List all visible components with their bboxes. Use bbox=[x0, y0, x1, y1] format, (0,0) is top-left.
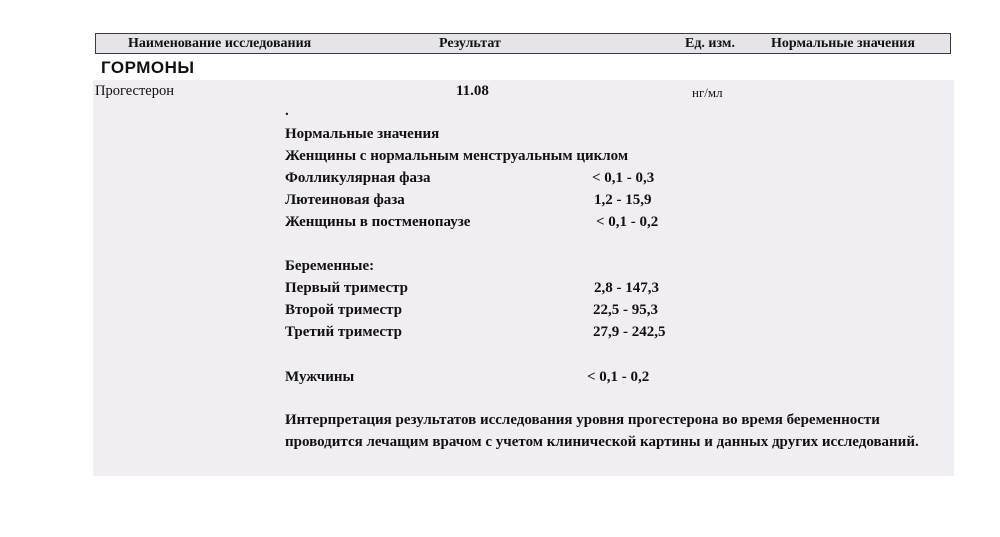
column-header-unit: Ед. изм. bbox=[685, 36, 735, 51]
table-header bbox=[95, 33, 951, 54]
trimester2-value: 22,5 - 95,3 bbox=[593, 302, 658, 318]
men-label: Мужчины bbox=[285, 369, 355, 385]
trimester1-label: Первый триместр bbox=[285, 280, 409, 296]
test-unit: нг/мл bbox=[692, 85, 723, 100]
trimester1-value: 2,8 - 147,3 bbox=[594, 280, 659, 296]
column-header-name: Наименование исследования bbox=[128, 36, 312, 51]
follicular-value: < 0,1 - 0,3 bbox=[592, 170, 655, 186]
postmenopause-value: < 0,1 - 0,2 bbox=[596, 214, 659, 230]
postmenopause-label: Женщины в постменопаузе bbox=[285, 214, 471, 230]
pregnant-heading: Беременные: bbox=[285, 258, 375, 274]
reference-title: Нормальные значения bbox=[285, 126, 440, 142]
trimester2-label: Второй триместр bbox=[285, 302, 403, 318]
test-name: Прогестерон bbox=[95, 83, 174, 99]
men-value: < 0,1 - 0,2 bbox=[587, 369, 650, 385]
test-value: 11.08 bbox=[456, 83, 489, 99]
luteal-label: Лютеиновая фаза bbox=[285, 192, 405, 208]
follicular-label: Фолликулярная фаза bbox=[285, 170, 431, 186]
luteal-value: 1,2 - 15,9 bbox=[594, 192, 652, 208]
trimester3-value: 27,9 - 242,5 bbox=[593, 324, 666, 340]
dot-marker: . bbox=[285, 103, 289, 119]
trimester3-label: Третий триместр bbox=[285, 324, 402, 340]
column-header-norm: Нормальные значения bbox=[771, 36, 915, 51]
women-normal-cycle-heading: Женщины с нормальным менструальным циклом bbox=[285, 148, 629, 164]
section-title: ГОРМОНЫ bbox=[101, 58, 195, 77]
column-header-result: Результат bbox=[439, 36, 501, 51]
interpretation-note: Интерпретация результатов исследования уровня прогестерона во время беременности проводится лечащим врачом с учетом клинической картины и данных других исследований. bbox=[285, 412, 919, 450]
